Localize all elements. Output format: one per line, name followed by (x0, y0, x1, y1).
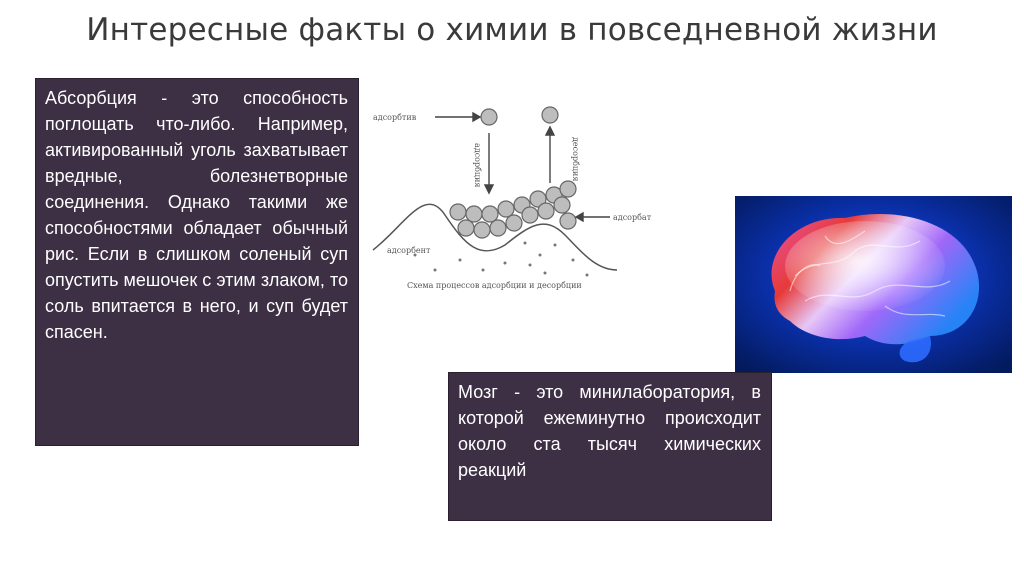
brain-fact-text: Мозг - это минилаборатория, в которой ежеминутно происходит около ста тысяч химических реакций (458, 382, 761, 480)
slide-title: Интересные факты о химии в повседневной жизни (86, 12, 938, 48)
adsorption-diagram (365, 75, 685, 295)
adsorptive-molecule-top (481, 109, 497, 125)
label-desorption: десорбция (571, 137, 580, 182)
brain-image (735, 196, 1012, 373)
label-adsorptiv: адсорбтив (373, 113, 417, 122)
absorption-fact-box (35, 78, 359, 446)
absorption-fact-text: Абсорбция - это способность поглощать что-либо. Например, активированный уголь захватывает вредные, болезнетворные соединения. Однако такими же способностями обладает обычный рис. Если в слишком соленый суп опустить мешочек с этим злаком, то соль впитается в него, и суп будет спасен. (45, 88, 348, 342)
label-adsorbat: адсорбат (613, 213, 652, 222)
desorbed-molecule-top (542, 107, 558, 123)
diagram-caption: Схема процессов адсорбции и десорбции (407, 281, 582, 290)
label-adsorbent: адсорбент (387, 246, 431, 255)
label-adsorption: адсорбция (473, 143, 482, 188)
brain-fact-box (448, 372, 772, 521)
